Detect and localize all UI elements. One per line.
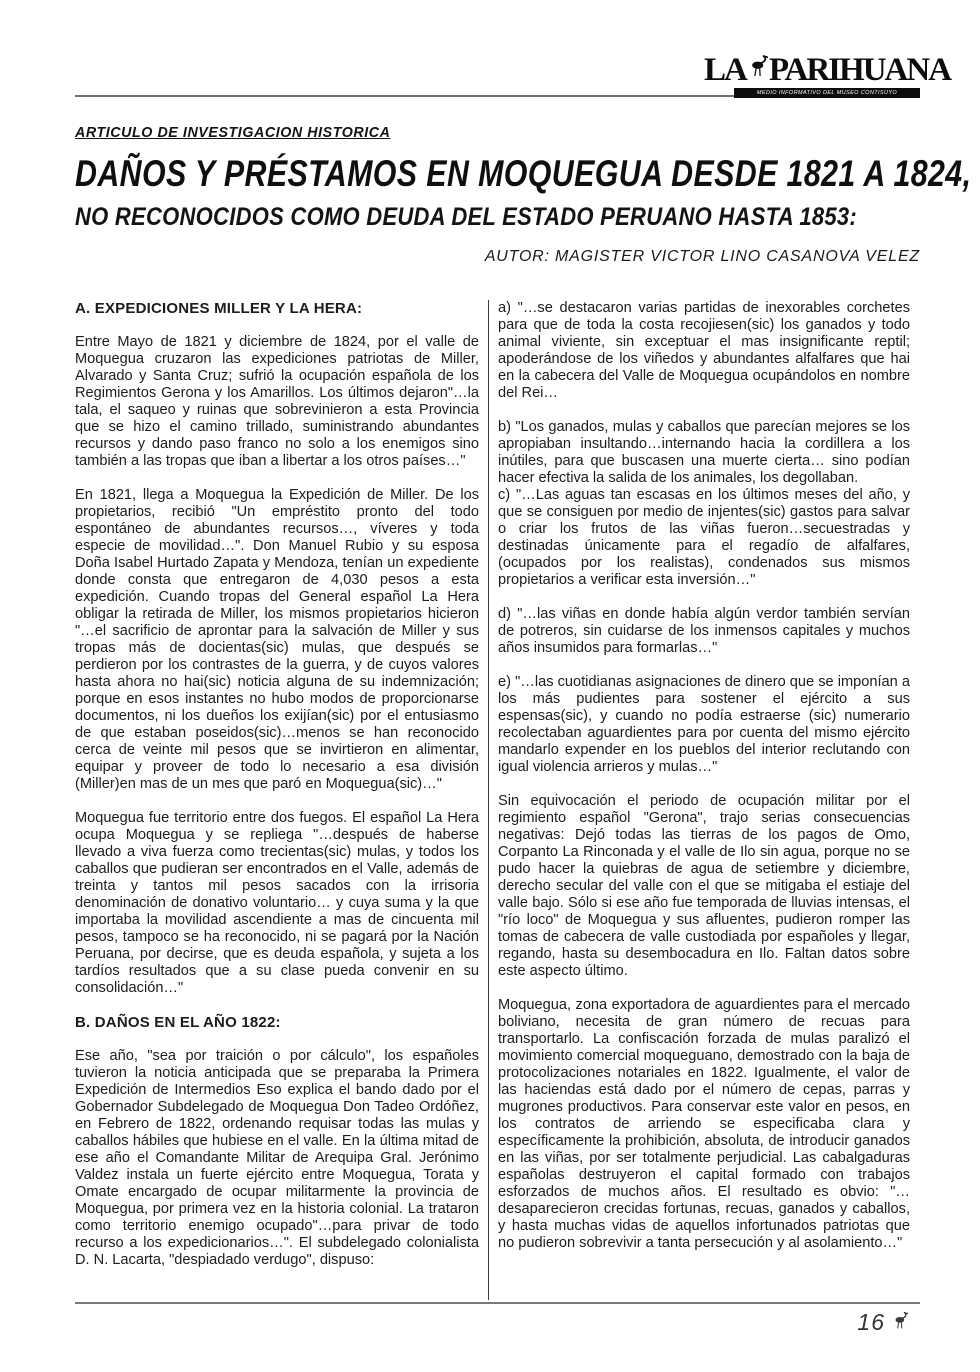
section-b-heading: B. DAÑOS EN EL AÑO 1822: bbox=[75, 1014, 281, 1031]
list-item-e: e) "…las cuotidianas asignaciones de dinero que se imponían a los más pudientes para sostener el ejército a sus espensas(sic), y cuando no podía estraerse (sic) numerario recolectaban aguardientes para por cuenta del mismo ejército mandarlo expender en los pueblos del interior reclutando con igual violencia arrieros y mulas…" bbox=[498, 674, 910, 775]
logo-text-parihuana: PARIHUANA bbox=[768, 52, 951, 88]
header-rule bbox=[75, 95, 734, 97]
left-column bbox=[75, 300, 479, 1300]
article-body bbox=[75, 300, 920, 1300]
masthead-logo bbox=[703, 52, 951, 98]
footer-parihuana-bird-icon bbox=[893, 1311, 908, 1335]
paragraph-b1: Ese año, "sea por traición o por cálculo", los españoles tuvieron la noticia anticipada que se preparaba la Primera Expedición de Intermedios Eso explica el bando dado por el Gobernador Subdelegado de Moquegua Don Tadeo Ordóñez, en Febrero de 1822, ordenando requisar todas las mulas y caballos hábiles que hubiese en el valle. En la última mitad de ese año el Comandante Militar de Arequipa Gral. Jerónimo Valdez instala un fuerte ejército entre Moquegua, Torata y Omate encargado de ocupar militarmente la provincia de Moquegua, por primera vez en la historia colonial. La trataron como territorio enemigo ocupado"…para privar de todo recurso a los expedicionarios…". El subdelegado colonialista D. N. Lacarta, "despiadado verdugo", dispuso: bbox=[75, 1048, 479, 1268]
column-divider-rule bbox=[488, 300, 489, 1300]
list-item-c: c) "…Las aguas tan escasas en los últimos meses del año, y que se consiguen por medio de injentes(sic) gastos para salvar o criar los frutos de las viñas fueron…secuestradas y destinadas únicamente para el regadío de alfalfares, (ocupados por los realistas), condenados sus mismos propietarios a verificar esta inversión…" bbox=[498, 487, 910, 588]
logo-tagline: MEDIO INFORMATIVO DEL MUSEO CONTISUYO bbox=[734, 88, 920, 98]
article-kicker: ARTICULO DE INVESTIGACION HISTORICA bbox=[75, 124, 391, 141]
article-author: AUTOR: MAGISTER VICTOR LINO CASANOVA VELEZ bbox=[484, 248, 920, 265]
paragraph-r1: Sin equivocación el periodo de ocupación militar por el regimiento español "Gerona", trajo serias consecuencias negativas: Dejó todas las tierras de los pagos de Omo, Corpanto La Rinconada y el valle de Ilo sin agua, porque no se pudo hacer la quiebras de agua de setiembre y diciembre, derecho secular del valle con el que se mitigaba el estiaje del valle bajo. Sólo si ese año fue temporada de lluvias intensas, el "río loco" de Moquegua y sus afluentes, pudieron romper las tomas de cabecera de valle custodiada por españoles y llegar, regando, hasta su desembocadura en Ilo. Faltan datos sobre este aspecto último. bbox=[498, 793, 910, 979]
list-item-a: a) "…se destacaron varias partidas de inexorables corchetes para que de toda la costa recojiesen(sic) los ganados y todo animal viviente, sin exceptuar el mas insignificante reptil; apoderándose de los viñedos y abundantes alfalfares que hai en la cabecera del Valle de Moquegua ocupándolos en nombre del Rei… bbox=[498, 300, 910, 401]
article-title: DAÑOS Y PRÉSTAMOS EN MOQUEGUA DESDE 1821 A 1824, bbox=[75, 153, 972, 194]
paragraph-a3: Moquegua fue territorio entre dos fuegos. El español La Hera ocupa Moquegua y se repliega "…después de haberse llevado a viva fuerza como trecientas(sic) mulas, y todos los caballos que pudieran ser encontrados en el Valle, además de treinta y tantos mil pesos sacados con la irrisoria denominación de donativo voluntario… y cuya suma y la que importaba la movilidad ascendiente a mas de cincuenta mil pesos, tampoco se ha reconocido, ni se pagará por la Nación Peruana, por decirse, que es deuda española, y sujeta a los tardíos resultados que a su clase pueda convenir en su consolidación…" bbox=[75, 810, 479, 996]
masthead bbox=[75, 52, 951, 98]
list-item-d: d) "…las viñas en donde había algún verdor también servían de potreros, sin cuidarse de los inmensos capitales y muchos años insumidos para formarlas…" bbox=[498, 606, 910, 656]
paragraph-a1: Entre Mayo de 1821 y diciembre de 1824, por el valle de Moquegua cruzaron las expediciones patriotas de Miller, Alvarado y Santa Cruz; sufrió la ocupación española de los Regimientos Gerona y los Amarillos. Los últimos dejaron"…la tala, el saqueo y ruinas que sobrevinieron a esta Provincia que se hizo el camino trillado, suministrando abundantes recursos y dando paso franco no solo a los enemigos sino también a las tropas que iban a libertar a los otros países…" bbox=[75, 334, 479, 469]
logo-text-la: LA bbox=[703, 52, 746, 88]
page-footer bbox=[75, 1302, 920, 1336]
article-subtitle: NO RECONOCIDOS COMO DEUDA DEL ESTADO PERUANO HASTA 1853: bbox=[75, 203, 858, 231]
section-a-heading: A. EXPEDICIONES MILLER Y LA HERA: bbox=[75, 300, 363, 317]
logo-wordmark bbox=[703, 52, 951, 88]
page-number: 16 bbox=[857, 1309, 885, 1335]
list-item-b: b) "Los ganados, mulas y caballos que parecían mejores se los apropiaban insultando…internando hacia la cordillera a los inútiles, para que buscasen una muerte cierta… sino podían hacer efectiva la salida de los animales, los degollaban. bbox=[498, 419, 910, 486]
paragraph-a2: En 1821, llega a Moquegua la Expedición de Miller. De los propietarios, recibió "Un empréstito pronto del todo espontáneo de abundantes recursos…, víveres y toda especie de movilidad…". Don Manuel Rubio y su esposa Doña Isabel Hurtado Zapata y Mendoza, tenían un expediente donde consta que entregaron de 4,030 pesos a esta expedición. Cuando tropas del General español La Hera obligar la retirada de Miller, los mismos propietarios hicieron "…el sacrificio de aprontar para la salvación de Miller y sus tropas más de docientas(sic) mulas, que después se perdieron por los contrastes de la guerra, y de cuyos valores hasta ahora no hai(sic) noticia alguna de su indemnización; porque en esos instantes no hubo modos de proporcionarse documentos, ni los dueños los exijían(sic) por el entusiasmo de que estaban poseidos(sic)…menos se han reconocido cerca de veinte mil pesos que se invirtieron en alimentar, equipar y proveer de todo lo necesario a esa división (Miller)en mas de un mes que paró en Moquegua(sic)…" bbox=[75, 487, 479, 792]
parihuana-bird-icon bbox=[749, 52, 768, 85]
footer-rule bbox=[75, 1302, 920, 1304]
paragraph-r2: Moquegua, zona exportadora de aguardientes para el mercado boliviano, necesita de gran número de recuas para transportarlo. La confiscación forzada de mulas paralizó el movimiento comercial moqueguano, demostrado con la baja de protocolizaciones notariales en 1822. Igualmente, el valor de las haciendas está dado por el número de cepas, parras y mugrones productivos. Para conservar este valor en pesos, en los contratos de arriendo se especificaba clara y específicamente la prohibición, absoluta, de introducir ganados en las viñas, por ser totalmente perjudicial. Las cabalgaduras españolas destruyeron el capital formado con trabajos esforzados de muchos años. El resultado es obvio: "…desaparecieron crecidas fortunas, recuas, ganados y caballos, y hasta muchas vidas de aquellos infortunados patriotas que no pudieron sobrevivir a tanta persecución y al asolamiento…" bbox=[498, 997, 910, 1251]
right-column bbox=[498, 300, 910, 1300]
